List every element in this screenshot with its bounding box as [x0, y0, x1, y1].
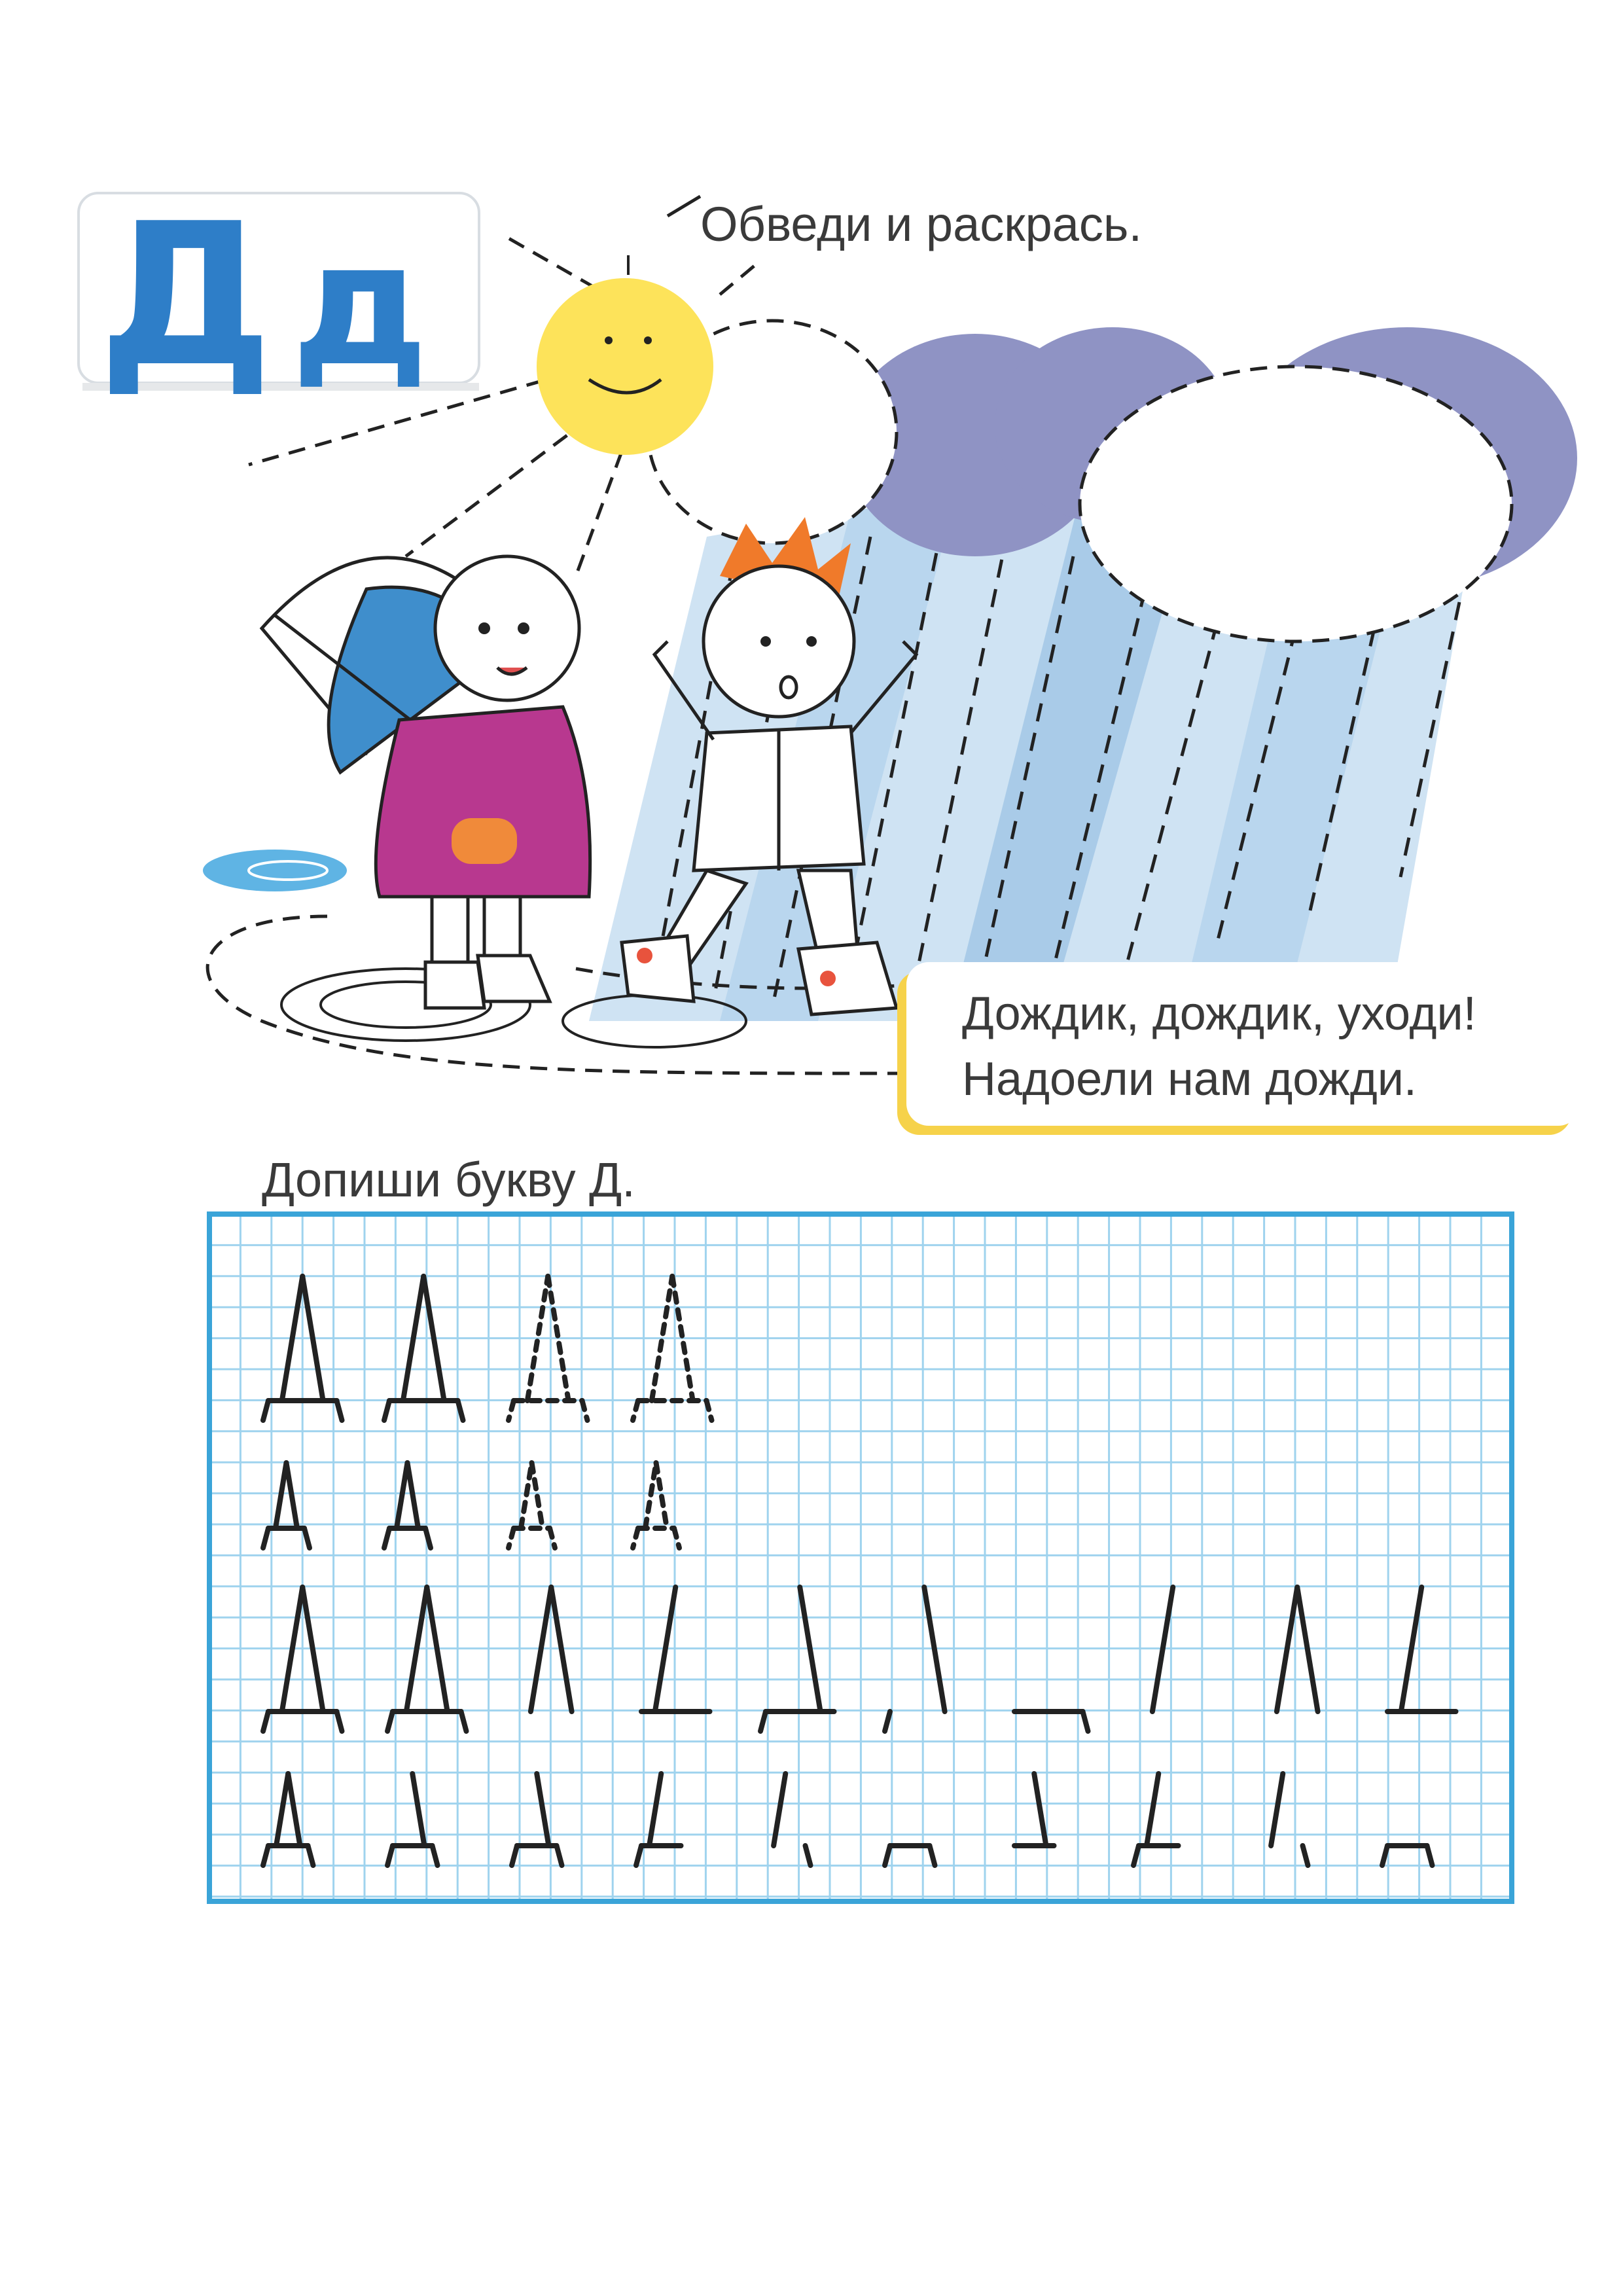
grid-lines: [209, 1214, 1512, 1901]
practice-letter: [633, 1463, 679, 1548]
practice-letter: [1382, 1846, 1433, 1865]
instruction-trace-color: Обведи и раскрась.: [700, 197, 1143, 251]
letter-lower: д: [291, 206, 429, 404]
instruction-finish-letter: Допиши букву Д.: [262, 1153, 635, 1207]
rhyme-line-2: Надоели нам дожди.: [962, 1053, 1417, 1105]
rhyme-line-1: Дождик, дождик, уходи!: [962, 988, 1476, 1040]
letter-upper: Д: [98, 181, 274, 410]
letter-practice: [263, 1276, 1456, 1865]
practice-letter: [384, 1463, 431, 1548]
practice-letter: [1271, 1774, 1308, 1865]
practice-letter: [508, 1463, 555, 1548]
practice-letter: [774, 1774, 810, 1865]
practice-letter: [760, 1587, 834, 1731]
practice-letter: [1014, 1712, 1088, 1731]
